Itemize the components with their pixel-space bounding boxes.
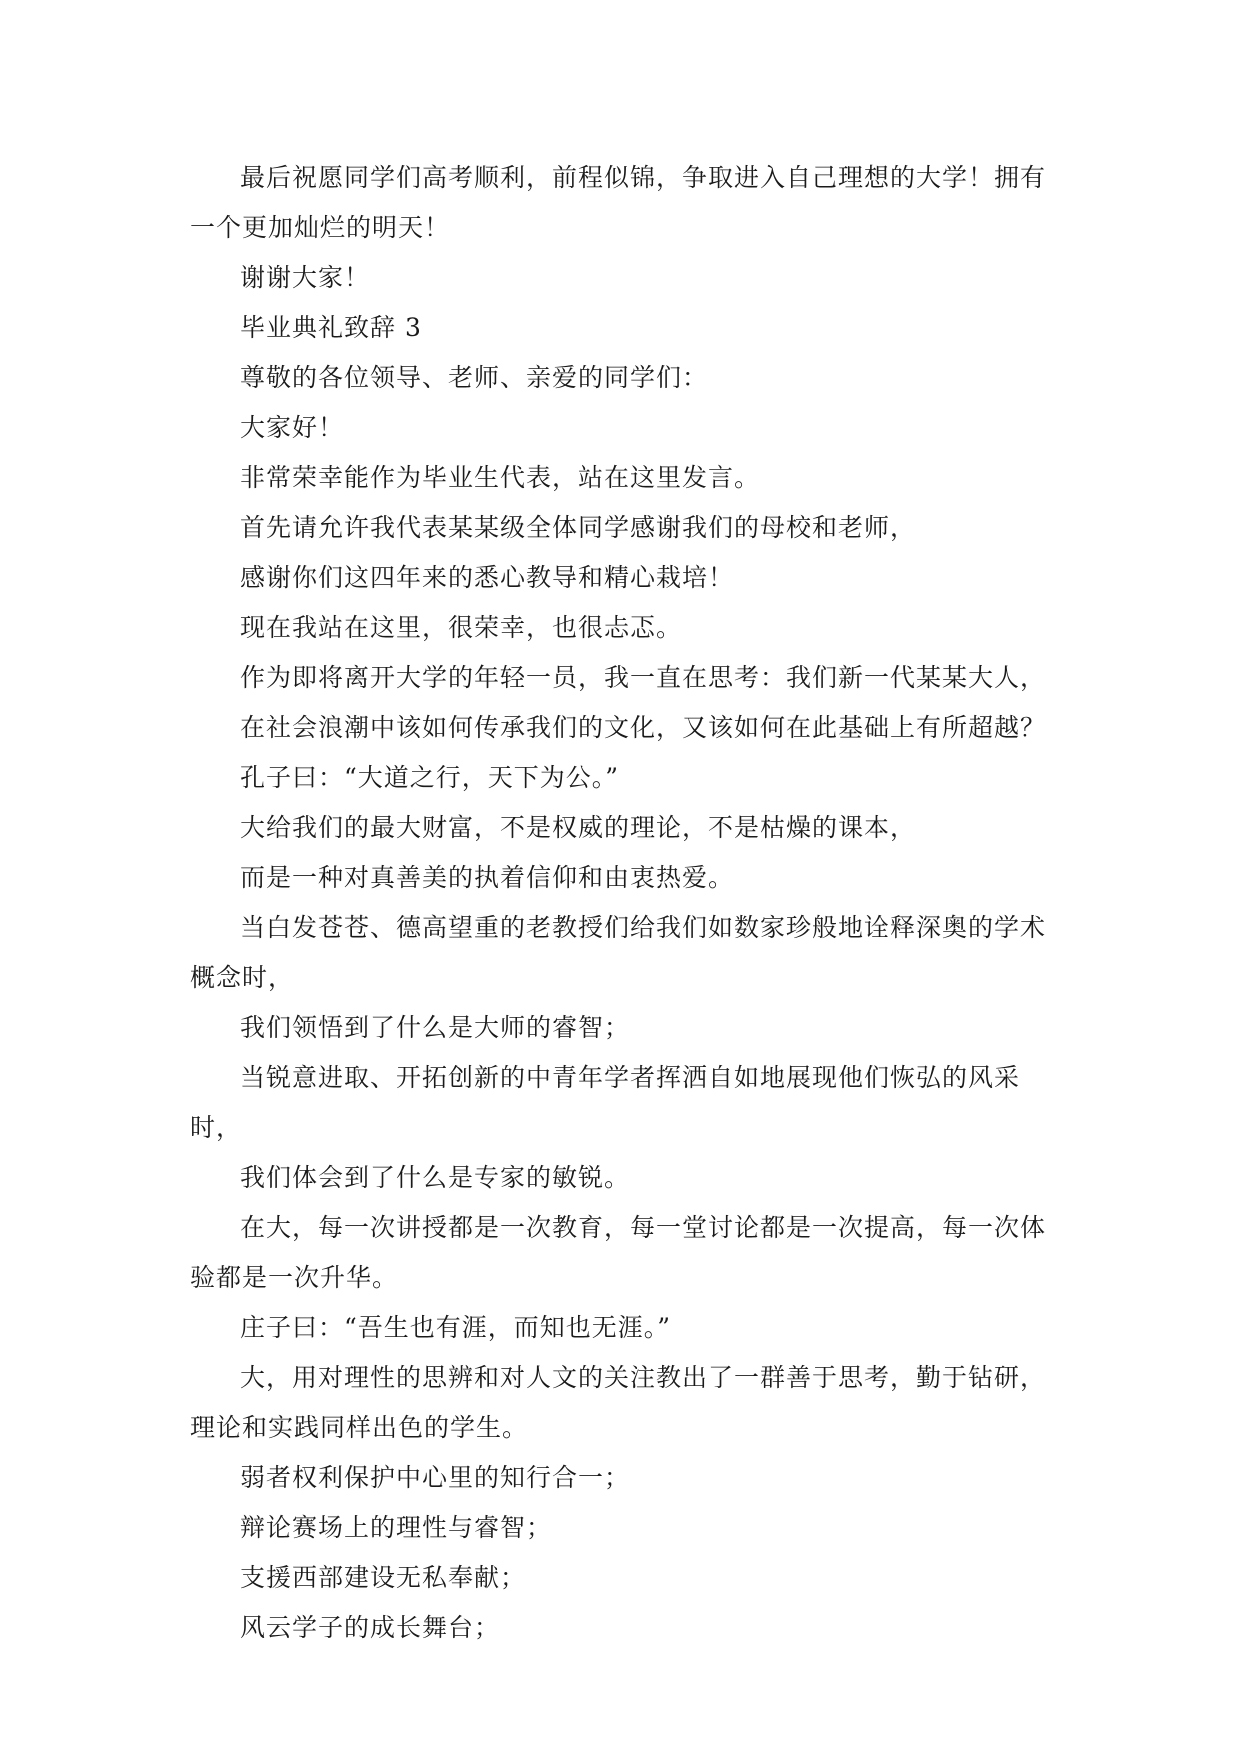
paragraph: 风云学子的成长舞台； — [240, 1613, 501, 1642]
paragraph: 在大，每一次讲授都是一次教育，每一堂讨论都是一次提高，每一次体验都是一次升华。 — [190, 1213, 1047, 1292]
paragraph: 作为即将离开大学的年轻一员，我一直在思考：我们新一代某某大人， — [240, 663, 1047, 692]
paragraph: 最后祝愿同学们高考顺利，前程似锦，争取进入自己理想的大学！拥有一个更加灿烂的明天！ — [190, 163, 1047, 242]
paragraph: 孔子曰：“大道之行，天下为公。” — [240, 763, 620, 792]
paragraph: 辩论赛场上的理性与睿智； — [240, 1513, 553, 1542]
paragraph: 大家好！ — [240, 413, 345, 442]
paragraph: 在社会浪潮中该如何传承我们的文化，又该如何在此基础上有所超越？ — [240, 713, 1047, 742]
paragraph: 现在我站在这里，很荣幸，也很忐忑。 — [240, 613, 683, 642]
document-body — [190, 153, 1060, 1653]
paragraph: 我们体会到了什么是专家的敏锐。 — [240, 1163, 631, 1192]
paragraph: 大，用对理性的思辨和对人文的关注教出了一群善于思考，勤于钻研，理论和实践同样出色的学生。 — [190, 1363, 1047, 1442]
paragraph: 谢谢大家！ — [240, 263, 371, 292]
paragraph: 当白发苍苍、德高望重的老教授们给我们如数家珍般地诠释深奥的学术概念时， — [190, 913, 1047, 992]
paragraph: 而是一种对真善美的执着信仰和由衷热爱。 — [240, 863, 735, 892]
paragraph: 弱者权利保护中心里的知行合一； — [240, 1463, 631, 1492]
paragraph: 支援西部建设无私奉献； — [240, 1563, 527, 1592]
paragraph: 大给我们的最大财富，不是权威的理论，不是枯燥的课本， — [240, 813, 917, 842]
paragraph: 感谢你们这四年来的悉心教导和精心栽培！ — [240, 563, 735, 592]
paragraph: 我们领悟到了什么是大师的睿智； — [240, 1013, 631, 1042]
section-heading: 毕业典礼致辞 3 — [240, 313, 422, 342]
paragraph: 非常荣幸能作为毕业生代表，站在这里发言。 — [240, 463, 761, 492]
paragraph: 首先请允许我代表某某级全体同学感谢我们的母校和老师， — [240, 513, 917, 542]
paragraph: 庄子曰：“吾生也有涯，而知也无涯。” — [240, 1313, 672, 1342]
paragraph: 当锐意进取、开拓创新的中青年学者挥洒自如地展现他们恢弘的风采时， — [190, 1063, 1021, 1142]
paragraph: 尊敬的各位领导、老师、亲爱的同学们： — [240, 363, 709, 392]
